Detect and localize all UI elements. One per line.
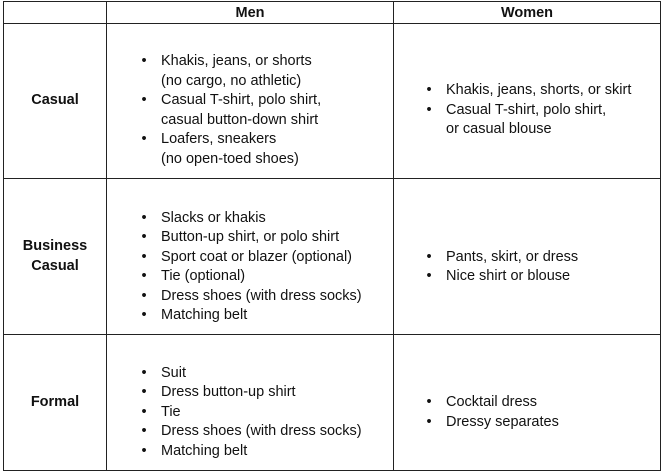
list-item [141,209,393,229]
women-casual-cell [394,24,661,179]
list-item [426,393,660,413]
bullet-icon: • [426,413,432,430]
item-line: Dressy separates [446,413,559,430]
item-line: Sport coat or blazer (optional) [161,248,353,265]
bullet-icon: • [426,394,432,410]
list-item [426,101,660,140]
bullet-icon: • [141,248,147,265]
row-label-text: Business [22,238,88,254]
row-formal [4,335,661,471]
row-casual [4,24,661,179]
row-label-business-casual [4,179,107,335]
item-line: Pants, skirt, or dress [446,248,579,265]
list-item [141,422,393,442]
bullet-icon: • [141,384,147,401]
row-label-formal [4,335,107,471]
item-line: (no cargo, no athletic) [161,72,302,89]
list-item [141,306,393,326]
header-women: Women [394,2,661,24]
header-row [4,2,661,24]
item-line: Casual T-shirt, polo shirt, [161,92,322,108]
item-line: Khakis, jeans, shorts, or skirt [446,82,632,99]
bullet-icon: • [141,423,147,440]
men-casual-cell [107,24,394,179]
item-line: Button-up shirt, or polo shirt [161,229,340,245]
item-line: casual button-down shirt [161,111,319,128]
item-line: Khakis, jeans, or shorts [161,53,312,69]
bullet-icon: • [141,53,147,69]
list-item [141,267,393,287]
row-label-text: Formal [30,393,80,410]
item-line: Slacks or khakis [161,209,266,226]
list-item [141,228,393,248]
bullet-icon: • [426,248,432,265]
bullet-icon: • [426,268,432,284]
bullet-icon: • [141,268,147,284]
women-formal-cell [394,335,661,471]
item-line: Matching belt [161,307,248,323]
item-line: Tie (optional) [161,268,246,284]
header-corner [4,2,107,24]
men-formal-cell [107,335,394,471]
list-item [141,52,393,91]
list-item [141,91,393,130]
bullet-icon: • [141,442,147,459]
bullet-icon: • [141,92,147,108]
item-line: Dress shoes (with dress socks) [161,287,362,304]
list-item [141,403,393,423]
list-item [141,442,393,462]
list-item [426,81,660,101]
list-item [141,248,393,268]
item-line: Loafers, sneakers [161,131,277,147]
men-business-casual-cell [107,179,394,335]
item-line: Tie [161,403,181,420]
bullet-icon: • [141,307,147,323]
item-line: Nice shirt or blouse [446,268,571,284]
bullet-icon: • [141,364,147,381]
list-item [426,248,660,268]
bullet-icon: • [141,209,147,226]
item-line: Dress button-up shirt [161,384,296,401]
bullet-icon: • [141,403,147,420]
item-line: Casual T-shirt, polo shirt, [446,101,607,118]
list-item [426,267,660,287]
row-business-casual [4,179,661,335]
bullet-icon: • [426,101,432,118]
list-item [141,364,393,384]
dress-code-table [3,1,661,471]
item-line: Matching belt [161,442,248,459]
item-line: Cocktail dress [446,394,538,410]
list-item [426,413,660,433]
item-line: (no open-toed shoes) [161,150,299,167]
item-line: Suit [161,364,186,381]
bullet-icon: • [426,82,432,99]
bullet-icon: • [141,131,147,147]
list-item [141,130,393,169]
list-item [141,383,393,403]
row-label-casual [4,24,107,179]
header-men: Men [107,2,394,24]
item-line: or casual blouse [446,121,552,138]
bullet-icon: • [141,229,147,245]
list-item [141,287,393,307]
women-business-casual-cell [394,179,661,335]
item-line: Dress shoes (with dress socks) [161,423,362,440]
bullet-icon: • [141,287,147,304]
row-label-text: Casual [31,257,79,274]
row-label-text: Casual [31,92,79,109]
